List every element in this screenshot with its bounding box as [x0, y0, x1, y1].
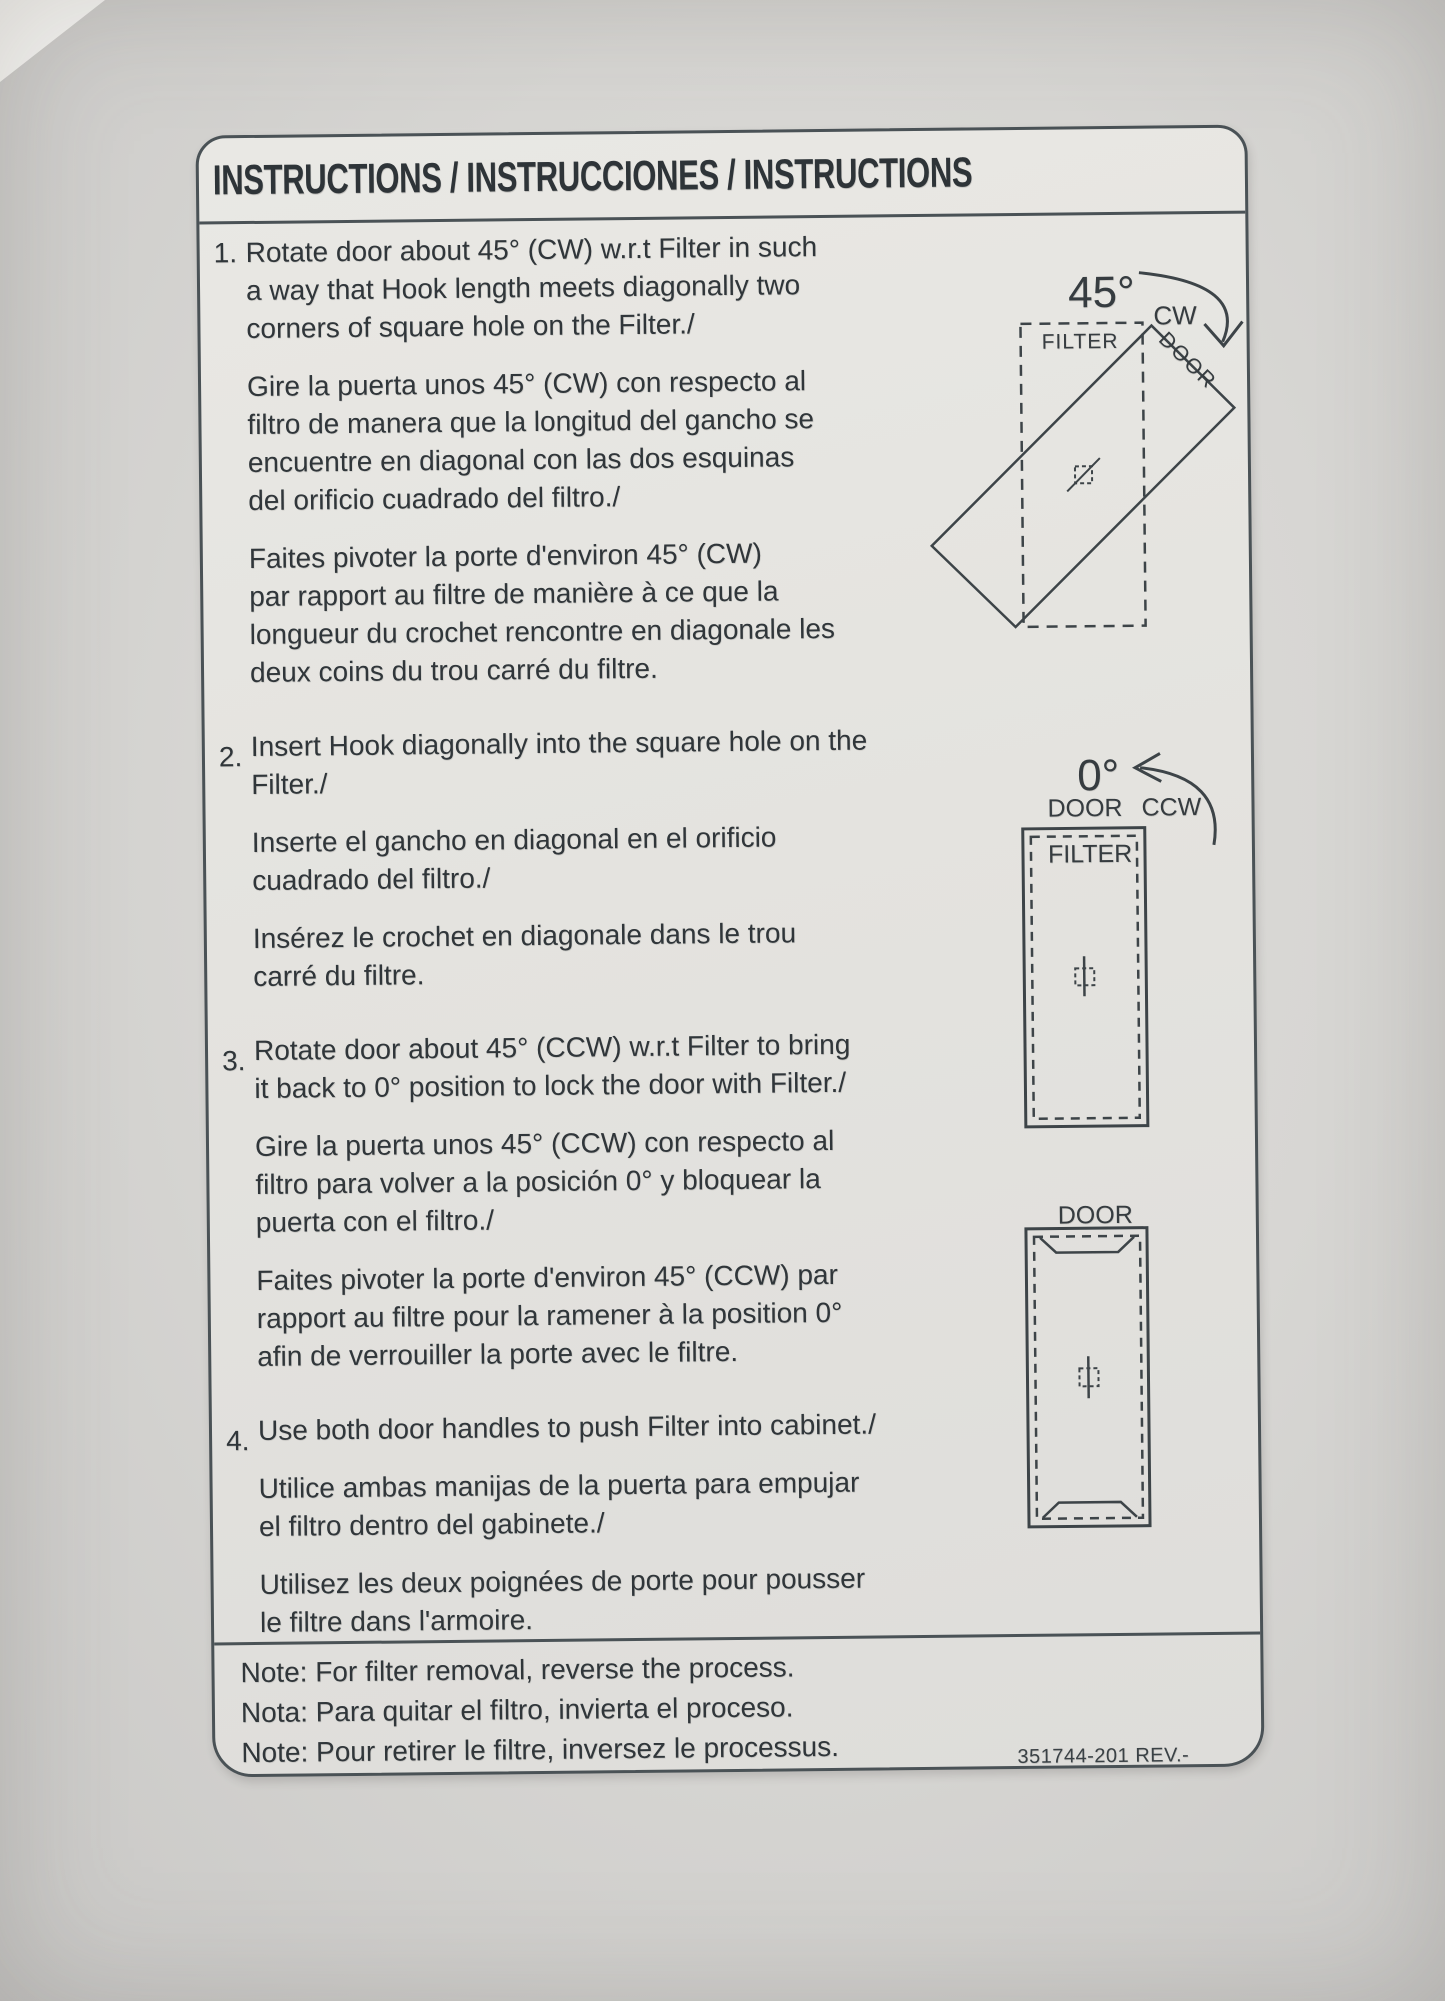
- step-2-text-es: Inserte el gancho en diagonal en el orificio cuadrado del filtro./: [251, 821, 777, 896]
- step-3-text-en: Rotate door about 45° (CCW) w.r.t Filter to bring it back to 0° position to lock the door with Filter./: [253, 1028, 851, 1104]
- step-1-text-en: Rotate door about 45° (CW) w.r.t Filter in such a way that Hook length meets diagonally two corners of square hole on the Filter./: [245, 231, 818, 345]
- step-4-text-en: Use both door handles to push Filter into cabinet./: [257, 1408, 877, 1446]
- step-1-text-fr: Faites pivoter la porte d'environ 45° (CW) par rapport au filtre de manière à ce que la longueur du crochet rencontre en diagonale les deux coins du trou carré du filtre.: [248, 537, 836, 689]
- steps-section: [199, 214, 1260, 1643]
- diagram-insert-hook-0-ccw: [985, 716, 1269, 1139]
- angle-0-label: 0°: [1076, 750, 1120, 801]
- step-2-text-fr: Insérez le crochet en diagonale dans le trou carré du filtre.: [252, 917, 797, 992]
- note-line-fr: Note: Pour retirer le filtre, inversez le processus.: [241, 1730, 840, 1769]
- filter-label: FILTER: [1047, 839, 1133, 869]
- step-1-number: 1.: [213, 237, 238, 269]
- diagram-door-handles: [990, 1191, 1274, 1539]
- step-3-text-es: Gire la puerta unos 45° (CCW) con respecto al filtro para volver a la posición 0° y bloquear la puerta con el filtro./: [254, 1124, 835, 1238]
- hook-diagonal-icon: [1067, 458, 1100, 491]
- part-number: 351744-201 REV.-: [1017, 1744, 1190, 1769]
- instruction-label: [195, 125, 1264, 1778]
- step-4-text-es: Utilice ambas manijas de la puerta para empujar el filtro dentro del gabinete./: [258, 1466, 860, 1542]
- note-line-en: Note: For filter removal, reverse the process.: [240, 1651, 795, 1689]
- step-3-number: 3.: [221, 1045, 246, 1077]
- cw-arrowhead-icon: [1204, 322, 1242, 346]
- note-line-es: Nota: Para quitar el filtro, invierta el proceso.: [240, 1691, 794, 1729]
- step-3-text-fr: Faites pivoter la porte d'environ 45° (CCW) par rapport au filtre pour la ramener à la position 0° afin de verrouiller la porte avec le filtre.: [256, 1258, 843, 1372]
- filter-label: FILTER: [1041, 329, 1119, 354]
- door-label: DOOR: [1047, 793, 1123, 823]
- step-2-text-en: Insert Hook diagonally into the square hole on the Filter./: [250, 724, 868, 801]
- photo-corner: [0, 0, 150, 110]
- title-bar: [198, 128, 1245, 225]
- step-4-text-fr: Utilisez les deux poignées de porte pour pousser le filtre dans l'armoire.: [259, 1562, 866, 1638]
- notes-section: [214, 1631, 1261, 1771]
- ccw-label: CCW: [1141, 793, 1202, 822]
- step-2-number: 2.: [218, 741, 243, 773]
- door-label: DOOR: [1057, 1200, 1133, 1230]
- top-handle-icon: [1040, 1237, 1134, 1253]
- diagram-rotate-door-45-cw: [910, 241, 1274, 675]
- step-1-text-es: Gire la puerta unos 45° (CW) con respecto al filtro de manera que la longitud del gancho se encuentre en diagonal con las dos esquinas del orificio cuadrado del filtro./: [246, 365, 815, 517]
- step-4-number: 4.: [225, 1425, 250, 1457]
- page-title: INSTRUCTIONS / INSTRUCCIONES / INSTRUCTIONS: [212, 147, 973, 203]
- angle-45-label: 45°: [1067, 267, 1135, 318]
- cw-label: CW: [1153, 300, 1197, 331]
- door-label: DOOR: [1154, 327, 1221, 394]
- bottom-handle-icon: [1043, 1502, 1137, 1518]
